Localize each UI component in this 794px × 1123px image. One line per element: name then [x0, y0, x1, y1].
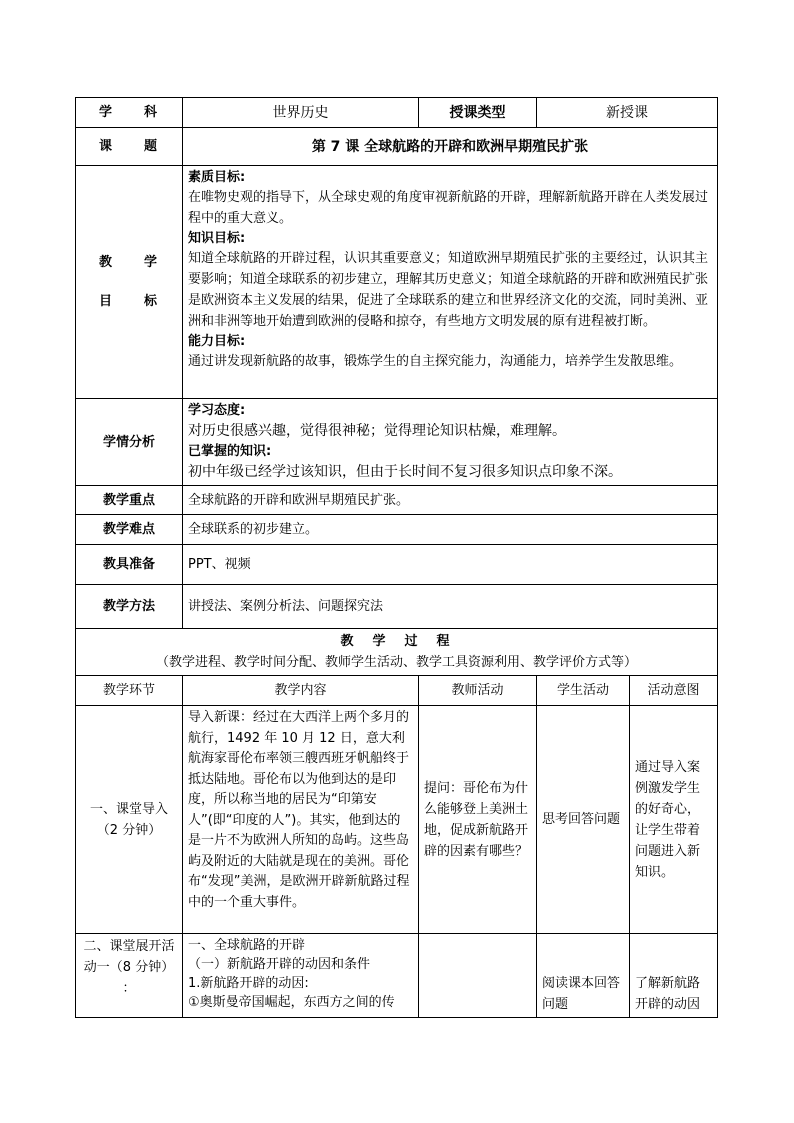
objectives-label: [76, 166, 183, 399]
process-content-line2: （一）新航路开辟的动因和条件: [188, 957, 371, 972]
difficulties-value: 全球联系的初步建立。: [183, 515, 718, 545]
mastered-text: 初中年级已经学过该知识，但由于长时间不复习很多知识点印象不深。: [188, 464, 622, 480]
type-value: 新授课: [537, 98, 718, 128]
tools-row: [76, 545, 718, 585]
process-title-cell: [76, 629, 718, 676]
knowledge-goal-title: 知识目标:: [188, 231, 246, 246]
process-teacher-activity: [419, 934, 537, 1018]
ability-goal-text: 通过讲发现新航路的故事，锻炼学生的自主探究能力，沟通能力，培养学生发散思维。: [188, 354, 683, 369]
process-content-line1: 一、全球航路的开辟: [188, 938, 306, 953]
process-content-line4: ①奥斯曼帝国崛起，东西方之间的传: [188, 995, 395, 1010]
type-label: 授课类型: [419, 98, 537, 128]
column-header-stage: 教学环节: [76, 676, 183, 706]
topic-row: [76, 128, 718, 166]
attitude-title: 学习态度:: [188, 403, 246, 418]
process-intent: 了解新航路开辟的动因: [630, 934, 718, 1018]
table-row: [76, 934, 718, 1018]
quality-goal-title: 素质目标:: [188, 170, 246, 185]
key-points-label: 教学重点: [76, 486, 183, 515]
process-student-activity: 思考回答问题: [537, 706, 630, 934]
mastered-title: 已掌握的知识:: [188, 444, 272, 459]
difficulties-label: 教学难点: [76, 515, 183, 545]
objectives-label-line2: 目 标: [98, 294, 159, 309]
process-intent: 通过导入案例激发学生的好奇心，让学生带着问题进入新知识。: [630, 706, 718, 934]
tools-value: PPT、视频: [183, 545, 718, 585]
process-stage: [76, 934, 183, 1018]
column-header-teacher: 教师活动: [419, 676, 537, 706]
process-content-line3: 1.新航路开辟的动因:: [188, 976, 309, 991]
process-header-row: [76, 676, 718, 706]
analysis-label: 学情分析: [76, 399, 183, 486]
analysis-row: [76, 399, 718, 486]
topic-value: 第 7 课 全球航路的开辟和欧洲早期殖民扩张: [183, 128, 718, 166]
subject-value: 世界历史: [183, 98, 419, 128]
analysis-content: [183, 399, 718, 486]
process-content: 导入新课：经过在大西洋上两个多月的航行，1492 年 10 月 12 日，意大利航海家哥伦布率领三艘西班牙帆船终于抵达陆地。哥伦布以为他到达的是印度，所以称当地的居民为“印第安人”(即“印度的人”)。其实，他到达的是一片不为欧洲人所知的岛屿。这些岛屿及附近的大陆就是现在的美洲。哥伦布“发现”美洲，是欧洲开辟新航路过程中的一个重大事件。: [183, 706, 419, 934]
objectives-label-line1: 教 学: [98, 255, 159, 270]
topic-label: 课 题: [76, 128, 183, 166]
process-student-activity: 阅读课本回答问题: [537, 934, 630, 1018]
knowledge-goal-text: 知道全球航路的开辟过程，认识其重要意义；知道欧洲早期殖民扩张的主要经过，认识其主要影响；知道全球联系的初步建立，理解其历史意义；知道全球航路的开辟和欧洲殖民扩张是欧洲资本主义发展的结果，促进了全球联系的建立和世界经济文化的交流，同时美洲、亚洲和非洲等地开始遭到欧洲的侵略和掠夺，有些地方文明发展的原有进程被打断。: [188, 251, 709, 329]
key-points-row: [76, 486, 718, 515]
process-subtitle: （教学进程、教学时间分配、教师学生活动、教学工具资源利用、教学评价方式等）: [155, 655, 637, 670]
methods-value: 讲授法、案例分析法、问题探究法: [183, 585, 718, 629]
lesson-plan-sheet: [75, 97, 717, 1018]
difficulties-row: [76, 515, 718, 545]
methods-label: 教学方法: [76, 585, 183, 629]
process-content: [183, 934, 419, 1018]
process-title: 教 学 过 程: [340, 634, 453, 649]
process-stage-tail: ：: [122, 981, 136, 996]
column-header-content: 教学内容: [183, 676, 419, 706]
table-row: [76, 706, 718, 934]
process-stage: 一、课堂导入（2 分钟）: [76, 706, 183, 934]
attitude-text: 对历史很感兴趣，觉得很神秘；觉得理论知识枯燥，难理解。: [188, 423, 566, 439]
subject-label: 学 科: [76, 98, 183, 128]
process-stage-text: 二、课堂展开活动一（8 分钟）: [83, 939, 175, 975]
quality-goal-text: 在唯物史观的指导下，从全球史观的角度审视新航路的开辟，理解新航路开辟在人类发展过程中的重大意义。: [188, 190, 709, 226]
subject-row: [76, 98, 718, 128]
lesson-plan-table: [75, 97, 718, 1018]
process-title-row: [76, 629, 718, 676]
key-points-value: 全球航路的开辟和欧洲早期殖民扩张。: [183, 486, 718, 515]
column-header-intent: 活动意图: [630, 676, 718, 706]
objectives-content: [183, 166, 718, 399]
objectives-row: [76, 166, 718, 399]
column-header-student: 学生活动: [537, 676, 630, 706]
process-teacher-activity: 提问：哥伦布为什么能够登上美洲土地，促成新航路开辟的因素有哪些？: [419, 706, 537, 934]
methods-row: [76, 585, 718, 629]
tools-label: 教具准备: [76, 545, 183, 585]
ability-goal-title: 能力目标:: [188, 334, 246, 349]
